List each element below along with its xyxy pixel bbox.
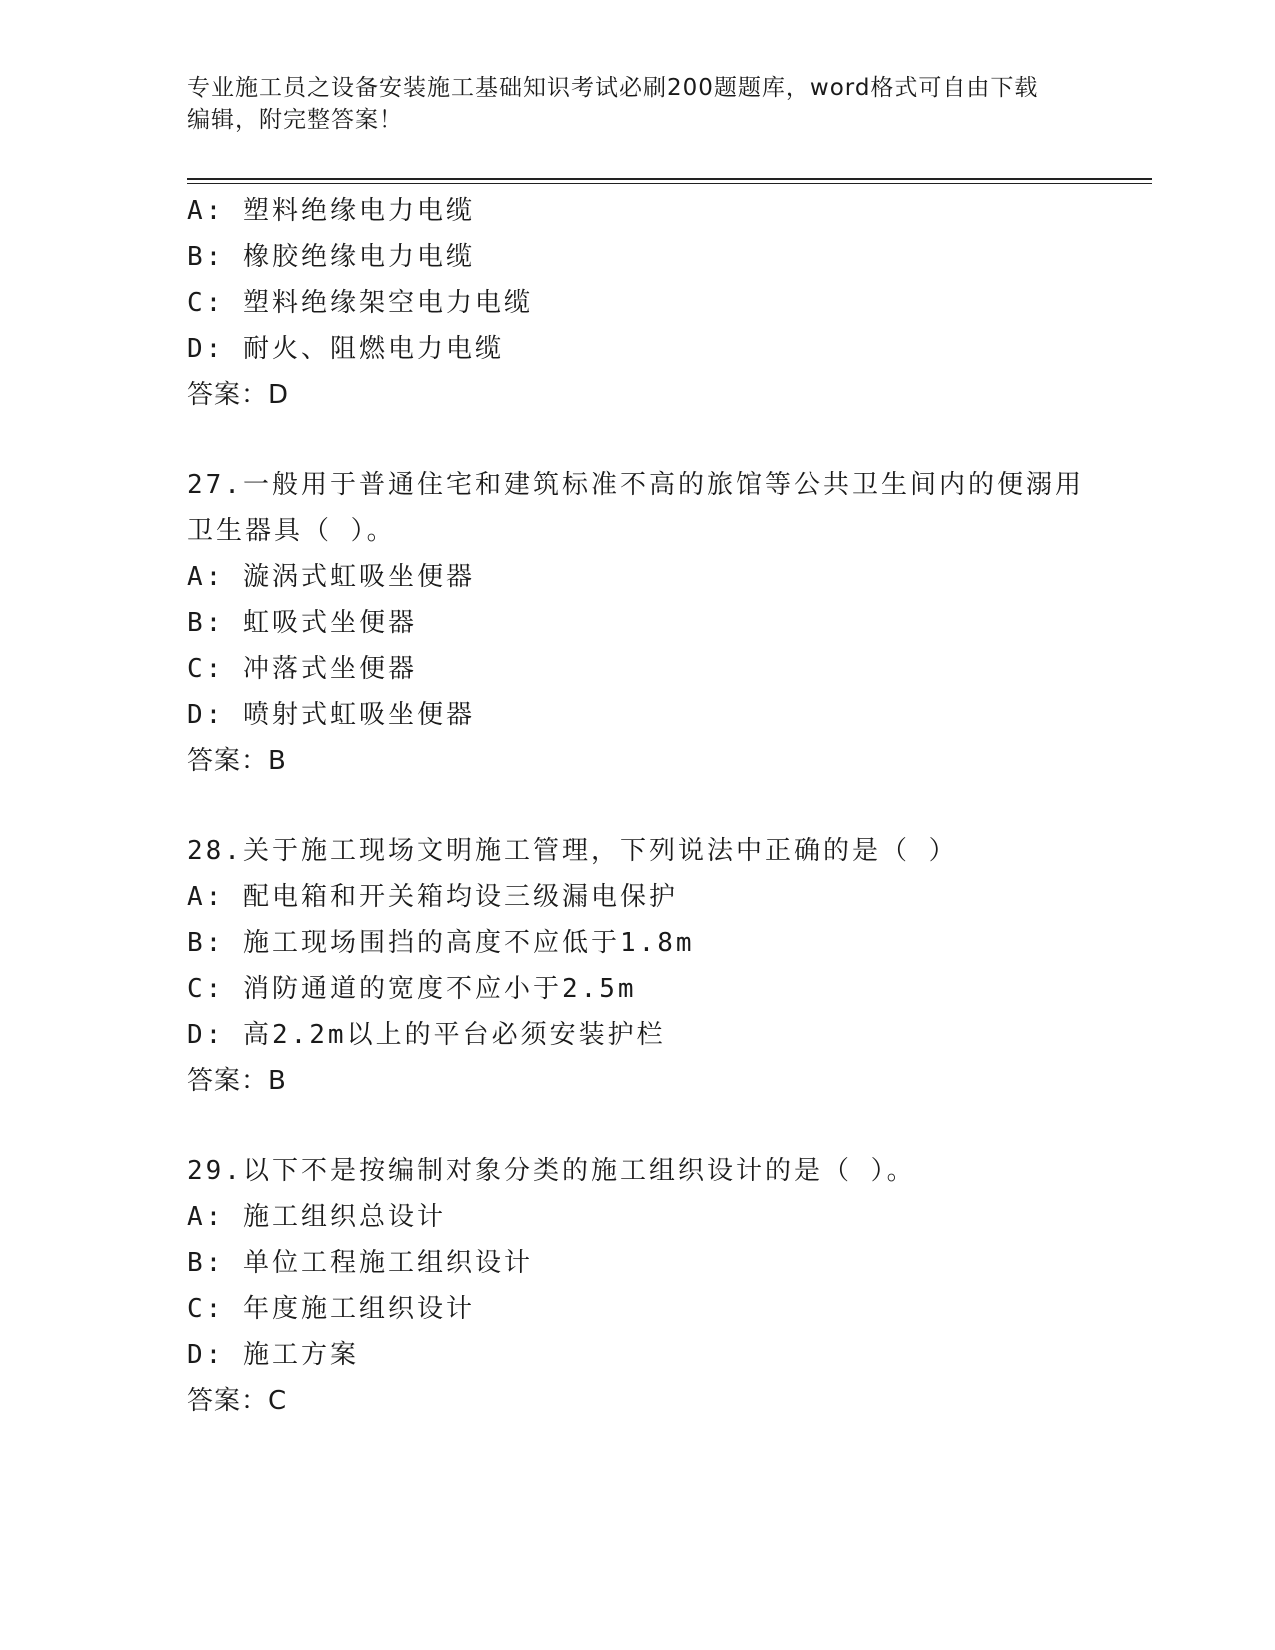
question-block xyxy=(187,462,1152,784)
option-b: B: 施工现场围挡的高度不应低于1.8m xyxy=(187,928,695,958)
option-b: B: 橡胶绝缘电力电缆 xyxy=(187,242,475,272)
question-block xyxy=(187,828,1152,1104)
option-b: B: 单位工程施工组织设计 xyxy=(187,1248,533,1278)
header-title-line-2: 编辑，附完整答案！ xyxy=(187,107,403,133)
option-a: A: 配电箱和开关箱均设三级漏电保护 xyxy=(187,882,678,912)
option-d: D: 高2.2m以上的平台必须安装护栏 xyxy=(187,1020,666,1050)
header-divider-thin xyxy=(187,183,1152,184)
header-divider-thick xyxy=(187,178,1152,180)
page-header xyxy=(187,72,1087,136)
question-stem-line: 卫生器具（ ）。 xyxy=(187,516,396,546)
option-c: C: 消防通道的宽度不应小于2.5m xyxy=(187,974,637,1004)
answer-line: 答案：C xyxy=(187,1386,288,1416)
option-d: D: 施工方案 xyxy=(187,1340,359,1370)
question-block xyxy=(187,188,1152,418)
answer-line: 答案：B xyxy=(187,746,287,776)
option-c: C: 年度施工组织设计 xyxy=(187,1294,475,1324)
question-stem-line: 28.关于施工现场文明施工管理，下列说法中正确的是（ ） xyxy=(187,836,958,866)
option-c: C: 冲落式坐便器 xyxy=(187,654,417,684)
question-stem-line: 27.一般用于普通住宅和建筑标准不高的旅馆等公共卫生间内的便溺用 xyxy=(187,470,1084,500)
header-title-line-1: 专业施工员之设备安装施工基础知识考试必刷200题题库，word格式可自由下载 xyxy=(187,75,1039,101)
question-list xyxy=(187,188,1152,1424)
answer-line: 答案：D xyxy=(187,380,290,410)
option-d: D: 耐火、阻燃电力电缆 xyxy=(187,334,504,364)
option-c: C: 塑料绝缘架空电力电缆 xyxy=(187,288,533,318)
question-block xyxy=(187,1148,1152,1424)
option-a: A: 漩涡式虹吸坐便器 xyxy=(187,562,475,592)
option-a: A: 施工组织总设计 xyxy=(187,1202,446,1232)
option-d: D: 喷射式虹吸坐便器 xyxy=(187,700,475,730)
option-a: A: 塑料绝缘电力电缆 xyxy=(187,196,475,226)
question-stem-line: 29.以下不是按编制对象分类的施工组织设计的是（ ）。 xyxy=(187,1156,916,1186)
option-b: B: 虹吸式坐便器 xyxy=(187,608,417,638)
answer-line: 答案：B xyxy=(187,1066,287,1096)
